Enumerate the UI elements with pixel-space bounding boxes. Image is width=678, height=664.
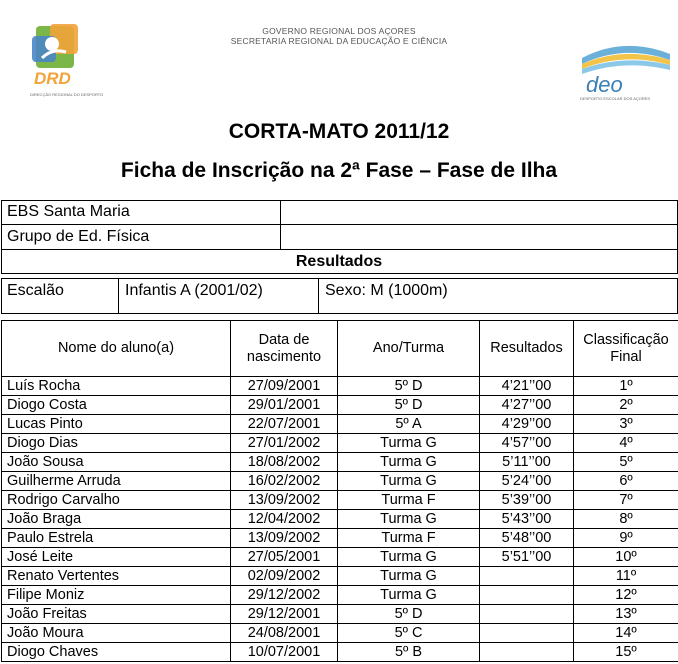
school-name: EBS Santa Maria bbox=[7, 203, 130, 220]
group-name: Grupo de Ed. Física bbox=[7, 228, 150, 245]
drd-logo bbox=[28, 22, 108, 100]
birth-date-cell: 24/08/2001 bbox=[231, 624, 338, 643]
table-row bbox=[2, 643, 678, 662]
student-name-cell: João Moura bbox=[2, 624, 231, 643]
table-row bbox=[2, 396, 678, 415]
student-name-cell: João Freitas bbox=[2, 605, 231, 624]
birth-date-cell: 02/09/2002 bbox=[231, 567, 338, 586]
birth-date-cell: 13/09/2002 bbox=[231, 529, 338, 548]
birth-date-cell: 12/04/2002 bbox=[231, 510, 338, 529]
birth-date-cell: 29/01/2001 bbox=[231, 396, 338, 415]
table-row bbox=[2, 377, 678, 396]
student-name-cell: Rodrigo Carvalho bbox=[2, 491, 231, 510]
birth-date-cell: 29/12/2001 bbox=[231, 605, 338, 624]
birth-date-cell: 29/12/2002 bbox=[231, 586, 338, 605]
col-header-birthdate: Data de nascimento bbox=[231, 321, 338, 377]
final-rank-cell: 9º bbox=[574, 529, 678, 548]
table-row bbox=[2, 624, 678, 643]
result-time-cell: 4’27’’00 bbox=[480, 396, 574, 415]
col-header-results: Resultados bbox=[480, 321, 574, 377]
header-line-2: SECRETARIA REGIONAL DA EDUCAÇÃO E CIÊNCIA bbox=[230, 36, 448, 46]
result-time-cell bbox=[480, 624, 574, 643]
class-cell: Turma G bbox=[338, 548, 480, 567]
class-cell: 5º A bbox=[338, 415, 480, 434]
final-rank-cell: 5º bbox=[574, 453, 678, 472]
drd-logo-icon bbox=[28, 22, 108, 100]
col-header-rank: Classificação Final bbox=[574, 321, 678, 377]
class-cell: 5º D bbox=[338, 377, 480, 396]
table-row bbox=[2, 491, 678, 510]
final-rank-cell: 2º bbox=[574, 396, 678, 415]
class-cell: Turma F bbox=[338, 491, 480, 510]
student-name-cell: Paulo Estrela bbox=[2, 529, 231, 548]
divider bbox=[318, 278, 319, 314]
result-time-cell: 4’29’’00 bbox=[480, 415, 574, 434]
divider bbox=[280, 200, 281, 250]
class-cell: Turma F bbox=[338, 529, 480, 548]
table-row bbox=[2, 529, 678, 548]
student-name-cell: Diogo Chaves bbox=[2, 643, 231, 662]
header-line-1: GOVERNO REGIONAL DOS AÇORES bbox=[262, 26, 416, 36]
result-time-cell: 5’24’’00 bbox=[480, 472, 574, 491]
final-rank-cell: 14º bbox=[574, 624, 678, 643]
class-cell: 5º C bbox=[338, 624, 480, 643]
final-rank-cell: 1º bbox=[574, 377, 678, 396]
results-section-title: Resultados bbox=[295, 253, 383, 270]
table-row bbox=[2, 415, 678, 434]
student-name-cell: Renato Vertentes bbox=[2, 567, 231, 586]
result-time-cell: 5’11’’00 bbox=[480, 453, 574, 472]
table-row bbox=[2, 605, 678, 624]
class-cell: Turma G bbox=[338, 453, 480, 472]
final-rank-cell: 3º bbox=[574, 415, 678, 434]
result-time-cell bbox=[480, 567, 574, 586]
student-name-cell: Guilherme Arruda bbox=[2, 472, 231, 491]
student-name-cell: Diogo Dias bbox=[2, 434, 231, 453]
student-name-cell: José Leite bbox=[2, 548, 231, 567]
student-name-cell: Diogo Costa bbox=[2, 396, 231, 415]
student-name-cell: Filipe Moniz bbox=[2, 586, 231, 605]
table-row bbox=[2, 453, 678, 472]
class-cell: Turma G bbox=[338, 510, 480, 529]
class-cell: Turma G bbox=[338, 567, 480, 586]
final-rank-cell: 11º bbox=[574, 567, 678, 586]
birth-date-cell: 18/08/2002 bbox=[231, 453, 338, 472]
student-name-cell: Lucas Pinto bbox=[2, 415, 231, 434]
final-rank-cell: 4º bbox=[574, 434, 678, 453]
table-row bbox=[2, 510, 678, 529]
final-rank-cell: 15º bbox=[574, 643, 678, 662]
class-cell: Turma G bbox=[338, 434, 480, 453]
deo-logo-text: deo bbox=[586, 72, 623, 97]
table-body bbox=[2, 377, 678, 662]
class-cell: 5º B bbox=[338, 643, 480, 662]
class-cell: Turma G bbox=[338, 472, 480, 491]
birth-date-cell: 22/07/2001 bbox=[231, 415, 338, 434]
results-table bbox=[1, 320, 678, 662]
page-subtitle: Ficha de Inscrição na 2ª Fase – Fase de Ilha bbox=[120, 159, 558, 182]
escalao-value: Infantis A (2001/02) bbox=[125, 282, 263, 299]
col-header-name: Nome do aluno(a) bbox=[2, 321, 231, 377]
result-time-cell: 5’51’’00 bbox=[480, 548, 574, 567]
student-name-cell: João Braga bbox=[2, 510, 231, 529]
birth-date-cell: 16/02/2002 bbox=[231, 472, 338, 491]
result-time-cell bbox=[480, 605, 574, 624]
table-row bbox=[2, 472, 678, 491]
page-title: CORTA-MATO 2011/12 bbox=[228, 120, 450, 143]
result-time-cell bbox=[480, 586, 574, 605]
drd-logo-text: DRD bbox=[34, 69, 71, 88]
table-row bbox=[2, 548, 678, 567]
result-time-cell: 5’39’’00 bbox=[480, 491, 574, 510]
birth-date-cell: 27/05/2001 bbox=[231, 548, 338, 567]
col-header-class: Ano/Turma bbox=[338, 321, 480, 377]
result-time-cell: 4’57’’00 bbox=[480, 434, 574, 453]
birth-date-cell: 27/09/2001 bbox=[231, 377, 338, 396]
result-time-cell: 4’21’’00 bbox=[480, 377, 574, 396]
class-cell: Turma G bbox=[338, 586, 480, 605]
deo-logo bbox=[574, 38, 674, 102]
student-name-cell: Luís Rocha bbox=[2, 377, 231, 396]
final-rank-cell: 12º bbox=[574, 586, 678, 605]
birth-date-cell: 10/07/2001 bbox=[231, 643, 338, 662]
result-time-cell: 5’43’’00 bbox=[480, 510, 574, 529]
drd-logo-subtext: DIRECÇÃO REGIONAL DO DESPORTO bbox=[30, 92, 104, 97]
result-time-cell: 5’48’’00 bbox=[480, 529, 574, 548]
table-row bbox=[2, 434, 678, 453]
final-rank-cell: 8º bbox=[574, 510, 678, 529]
deo-logo-icon bbox=[574, 38, 674, 102]
deo-logo-subtext: DESPORTO ESCOLAR DOS AÇORES bbox=[580, 96, 651, 101]
final-rank-cell: 7º bbox=[574, 491, 678, 510]
student-name-cell: João Sousa bbox=[2, 453, 231, 472]
final-rank-cell: 6º bbox=[574, 472, 678, 491]
birth-date-cell: 13/09/2002 bbox=[231, 491, 338, 510]
escalao-label: Escalão bbox=[7, 282, 64, 299]
table-header-row bbox=[2, 321, 678, 377]
class-cell: 5º D bbox=[338, 396, 480, 415]
sexo-value: Sexo: M (1000m) bbox=[325, 282, 448, 299]
divider bbox=[118, 278, 119, 314]
birth-date-cell: 27/01/2002 bbox=[231, 434, 338, 453]
result-time-cell bbox=[480, 643, 574, 662]
class-cell: 5º D bbox=[338, 605, 480, 624]
table-row bbox=[2, 567, 678, 586]
final-rank-cell: 10º bbox=[574, 548, 678, 567]
table-row bbox=[2, 586, 678, 605]
divider bbox=[1, 224, 678, 225]
final-rank-cell: 13º bbox=[574, 605, 678, 624]
